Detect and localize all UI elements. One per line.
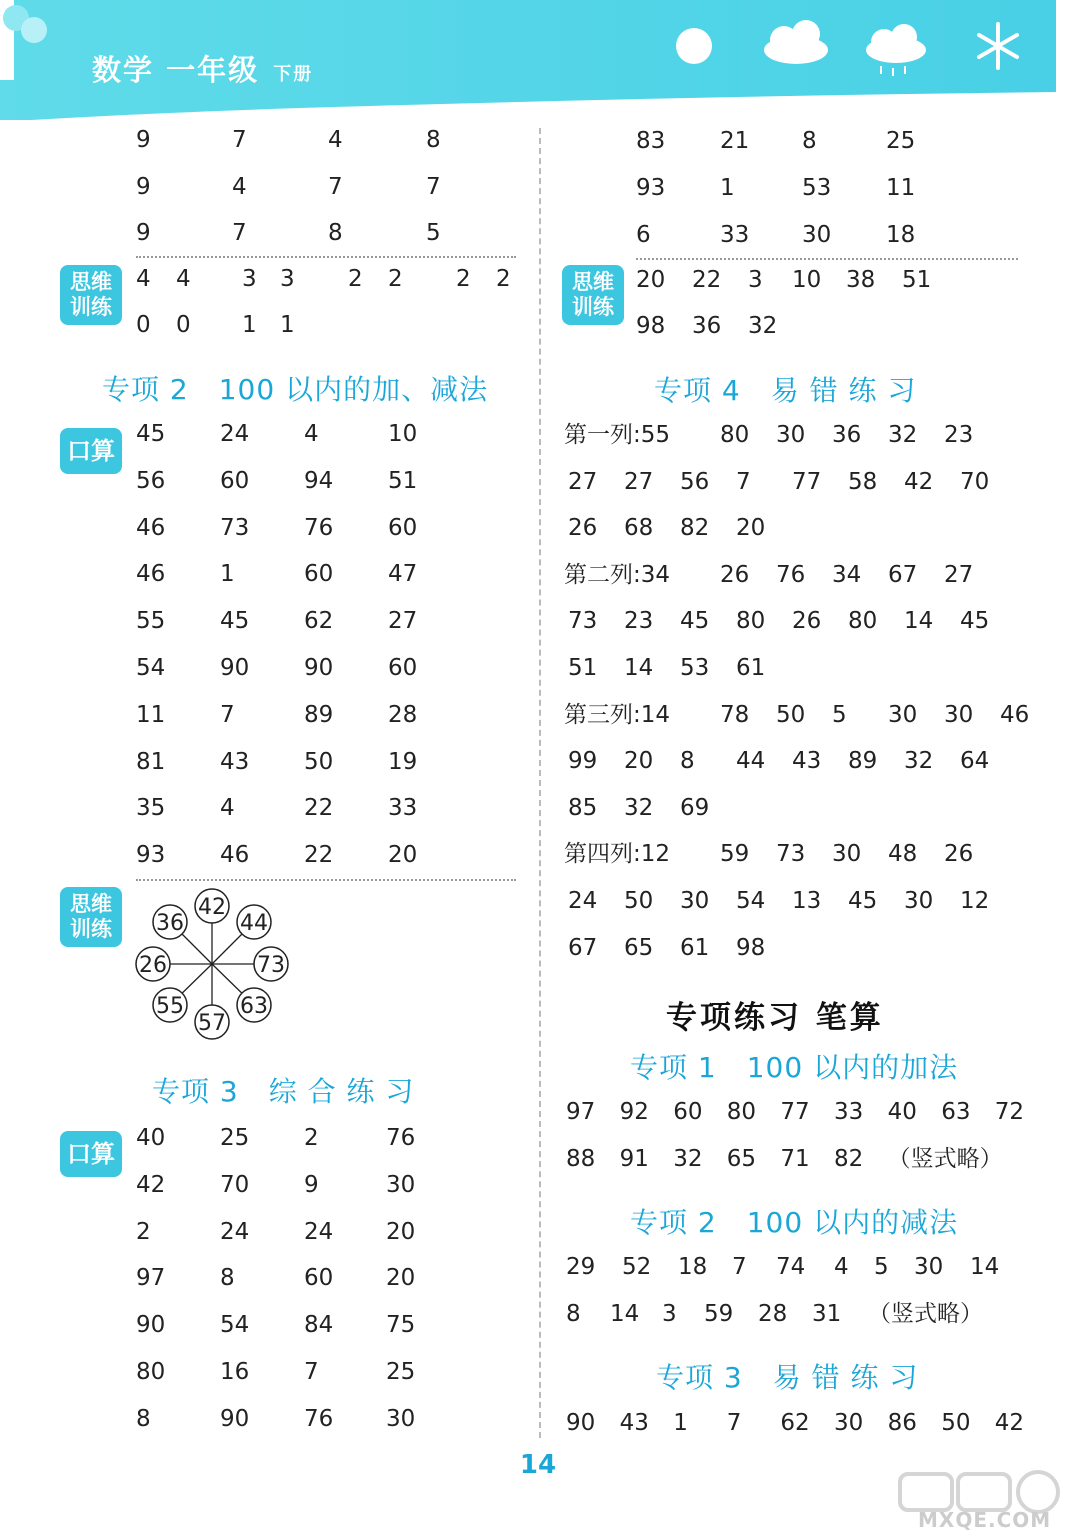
answer-value: 3 [662, 1301, 677, 1327]
answer-value: 73 [220, 514, 250, 541]
answer-value: 76 [776, 561, 806, 588]
answer-value: 51 [388, 467, 418, 494]
answer-value: 23 [624, 608, 654, 635]
answer-value: 81 [136, 748, 166, 775]
column-divider [539, 128, 541, 1438]
number-flower-diagram [130, 884, 310, 1044]
answer-value: 60 [304, 1265, 334, 1292]
answer-value: 1 [220, 561, 235, 588]
answer-value: 14 [610, 1301, 640, 1327]
answer-value: 54 [136, 655, 166, 681]
answer-value: 30 [904, 888, 934, 914]
section-label: 专项 4 [654, 374, 741, 407]
answer-value: 2 [304, 1125, 319, 1151]
answer-value: 6 [636, 222, 651, 248]
kousuan-badge: 口算 [60, 428, 122, 474]
answer-value: 26 [792, 608, 822, 635]
answer-value: 93 [636, 175, 666, 201]
answer-value: 4 [176, 266, 191, 292]
section-name: 综 合 练 习 [268, 1075, 415, 1108]
section-heading-2 [102, 368, 488, 408]
answer-value: 23 [944, 422, 974, 448]
answer-value: 98 [736, 934, 766, 961]
answer-value: 60 [304, 561, 334, 588]
answer-value: 4 [136, 266, 151, 292]
answer-value: 90 [566, 1410, 596, 1436]
answer-value: （竖式略） [868, 1301, 983, 1327]
answer-value: 33 [720, 222, 750, 248]
answer-value: 84 [304, 1312, 334, 1339]
answer-value: 32 [888, 422, 918, 448]
answer-value: 78 [720, 701, 750, 728]
answer-value: 0 [176, 312, 191, 338]
answer-value: 18 [886, 222, 916, 248]
answer-value: 54 [220, 1312, 250, 1339]
answer-value: 27 [388, 608, 418, 635]
answer-value: 8 [680, 748, 695, 775]
answer-value: 第一列:55 [564, 422, 671, 448]
answer-value: 20 [636, 267, 666, 293]
header-title [92, 48, 313, 89]
answer-value: 3 [748, 267, 763, 293]
answer-value: 0 [136, 312, 151, 338]
answer-value: 14 [970, 1254, 1000, 1280]
answer-value: 8 [220, 1265, 235, 1292]
bisuan-heading-2 [630, 1201, 958, 1241]
answer-value: 90 [136, 1312, 166, 1339]
answer-value: 54 [736, 888, 766, 914]
answer-value: 30 [386, 1171, 416, 1198]
answer-value: 16 [220, 1359, 250, 1385]
answer-value: 12 [960, 888, 990, 914]
answer-value: 60 [388, 514, 418, 541]
answer-value: 98 [636, 313, 666, 339]
answer-value: 14 [624, 655, 654, 681]
answer-value: 42 [994, 1410, 1025, 1436]
section-heading-4 [654, 369, 916, 409]
answer-value: 80 [848, 608, 878, 635]
answer-value: 93 [136, 842, 166, 869]
answer-value: 83 [636, 128, 666, 154]
answer-value: 52 [622, 1254, 652, 1280]
answer-value: 73 [776, 841, 806, 868]
answer-value: 7 [304, 1359, 319, 1385]
answer-value: 7 [328, 173, 343, 200]
answer-value: 20 [388, 842, 418, 869]
answer-value: 46 [136, 514, 166, 541]
answer-value: 45 [136, 421, 166, 447]
answer-value: 76 [304, 1405, 334, 1432]
answer-value: 30 [802, 222, 832, 248]
answer-value: 20 [624, 748, 654, 775]
answer-value: 25 [886, 128, 916, 154]
answer-value: 76 [304, 514, 334, 541]
answer-value: 68 [624, 515, 654, 542]
answer-value: 2 [456, 266, 471, 292]
answer-value: 32 [624, 794, 654, 821]
section-name: 100 以内的加法 [746, 1051, 959, 1084]
answer-value: 24 [220, 421, 250, 447]
answer-value: 56 [680, 468, 710, 495]
answer-value: 28 [758, 1301, 788, 1327]
rj-logo [0, 0, 50, 46]
answer-value: 30 [680, 888, 710, 914]
answer-value: 32 [673, 1146, 703, 1172]
answer-value: 9 [136, 127, 151, 153]
answer-value: 33 [388, 795, 418, 822]
answer-value: 26 [568, 515, 598, 542]
answer-value: 46 [1000, 701, 1030, 728]
answer-value: 53 [802, 175, 832, 201]
answer-value: 48 [888, 841, 918, 868]
siwei-badge: 思维训练 [60, 887, 122, 947]
bisuan-heading-1 [630, 1046, 958, 1086]
answer-value: 67 [888, 561, 918, 588]
answer-value: 1 [720, 175, 735, 201]
answer-value: 72 [994, 1099, 1025, 1125]
answer-value: 56 [136, 467, 166, 494]
answer-value: 10 [388, 421, 418, 447]
answer-value: 92 [619, 1099, 649, 1125]
answer-value: 30 [386, 1405, 416, 1432]
answer-value: 51 [902, 267, 932, 293]
answer-value: 30 [776, 422, 806, 448]
answer-value: 75 [386, 1312, 416, 1339]
answer-value: 63 [941, 1099, 971, 1125]
answer-value: 89 [304, 701, 334, 728]
answer-value: 8 [328, 220, 343, 246]
answer-value: 26 [944, 841, 974, 868]
answer-value: 55 [136, 608, 166, 635]
flower-number: 57 [198, 1011, 226, 1036]
answer-value: 67 [568, 934, 598, 961]
answer-value: 20 [386, 1265, 416, 1292]
answer-value: 7 [220, 701, 235, 728]
answer-value: 8 [426, 127, 441, 153]
answer-value: 32 [904, 748, 934, 775]
answer-value: 64 [960, 748, 990, 775]
answer-value: 5 [426, 220, 441, 246]
answer-value: 38 [846, 267, 876, 293]
answer-value: 21 [720, 128, 750, 154]
answer-value: 8 [802, 128, 817, 154]
section-name: 100 以内的加、减法 [218, 373, 489, 406]
answer-value: 13 [792, 888, 822, 914]
section-label: 专项 3 [656, 1361, 743, 1394]
answer-value: 80 [136, 1359, 166, 1385]
answer-value: 46 [136, 561, 166, 588]
answer-value: 7 [726, 1410, 742, 1436]
answer-value: 80 [726, 1099, 757, 1125]
answer-value: 27 [624, 468, 654, 495]
answer-value: 90 [220, 1405, 250, 1432]
answer-value: 2 [136, 1218, 151, 1245]
flower-number: 36 [156, 911, 184, 936]
answer-value: 86 [887, 1410, 917, 1436]
section-label: 专项 2 [102, 373, 189, 406]
answer-value: 45 [848, 888, 878, 914]
answer-value: 80 [736, 608, 766, 635]
answer-value: 30 [888, 701, 918, 728]
answer-value: 4 [304, 421, 319, 447]
answer-value: 11 [886, 175, 916, 201]
answer-value: 46 [220, 842, 250, 869]
section-heading-3 [152, 1070, 414, 1110]
answer-value: 30 [832, 841, 862, 868]
answer-value: 24 [220, 1218, 250, 1245]
answer-value: 36 [832, 422, 862, 448]
answer-value: 61 [736, 655, 766, 681]
answer-value: 22 [304, 795, 334, 822]
answer-value: 1 [242, 312, 257, 338]
answer-value: 7 [426, 173, 441, 200]
answer-value: 36 [692, 313, 722, 339]
answer-value: 43 [220, 748, 250, 775]
answer-value: 71 [780, 1146, 810, 1172]
answer-value: 7 [232, 127, 247, 153]
answer-value: 77 [780, 1099, 810, 1125]
bisuan-title: 专项练习 笔算 [666, 1000, 884, 1036]
answer-value: 3 [280, 266, 295, 292]
answer-value: 94 [304, 467, 334, 494]
siwei-badge: 思维训练 [60, 265, 122, 325]
answer-value: 44 [736, 748, 766, 775]
answer-value: 4 [220, 795, 235, 822]
answer-value: 2 [348, 266, 363, 292]
answer-value: 18 [678, 1254, 708, 1280]
answer-value: 58 [848, 468, 878, 495]
answer-value: 20 [736, 515, 766, 542]
answer-value: 59 [704, 1301, 734, 1327]
answer-value: 9 [304, 1171, 319, 1198]
answer-value: 50 [624, 888, 654, 914]
answer-value: 47 [388, 561, 418, 588]
flower-number: 63 [240, 994, 268, 1019]
answer-value: 77 [792, 468, 822, 495]
answer-value: 29 [566, 1254, 596, 1280]
kousuan-badge: 口算 [60, 1131, 122, 1177]
answer-value: 90 [304, 655, 334, 681]
answer-value: 9 [136, 220, 151, 246]
answer-value: 76 [386, 1125, 416, 1151]
answer-value: 61 [680, 934, 710, 961]
answer-value: 11 [136, 701, 166, 728]
answer-value: 2 [496, 266, 511, 292]
answer-value: 26 [720, 561, 750, 588]
answer-value: 第三列:14 [564, 701, 671, 728]
answer-value: 9 [136, 173, 151, 200]
answer-value: 7 [732, 1254, 747, 1280]
answer-value: 65 [726, 1146, 757, 1172]
dotted-separator [136, 879, 516, 881]
answer-value: 42 [136, 1171, 166, 1198]
answer-value: 85 [568, 794, 598, 821]
page-header [0, 0, 1056, 120]
answer-value: 50 [776, 701, 806, 728]
page-number: 14 [519, 1450, 557, 1480]
answer-value: 65 [624, 934, 654, 961]
answer-value: 2 [388, 266, 403, 292]
answer-value: 8 [566, 1301, 581, 1327]
flower-number: 44 [240, 911, 268, 936]
answer-value: 50 [304, 748, 334, 775]
answer-value: 3 [242, 266, 257, 292]
sun-icon [676, 28, 712, 64]
answer-value: 4 [328, 127, 343, 153]
answer-value: 45 [960, 608, 990, 635]
section-name: 100 以内的减法 [746, 1206, 959, 1239]
answer-value: 69 [680, 794, 710, 821]
answer-value: 60 [388, 655, 418, 681]
answer-value: 30 [834, 1410, 864, 1436]
section-name: 易 错 练 习 [770, 374, 917, 407]
answer-value: 19 [388, 748, 418, 775]
answer-value: 30 [914, 1254, 944, 1280]
answer-value: 91 [619, 1146, 649, 1172]
answer-value: 4 [232, 173, 247, 200]
answer-value: 25 [386, 1359, 416, 1385]
answer-value: 42 [904, 468, 934, 495]
answer-value: 90 [220, 655, 250, 681]
answer-value: 70 [960, 468, 990, 495]
answer-value: 88 [566, 1146, 596, 1172]
flower-number: 26 [139, 953, 167, 978]
answer-value: 59 [720, 841, 750, 868]
section-label: 专项 2 [630, 1206, 717, 1239]
answer-value: 第四列:12 [564, 841, 671, 868]
answer-value: 7 [232, 220, 247, 246]
answer-value: 5 [832, 701, 847, 728]
answer-value: 5 [874, 1254, 889, 1280]
answer-value: 73 [568, 608, 598, 635]
siwei-badge: 思维训练 [562, 265, 624, 325]
answer-value: 80 [720, 422, 750, 448]
flower-number: 73 [257, 953, 285, 978]
answer-value: 53 [680, 655, 710, 681]
answer-value: 97 [566, 1099, 596, 1125]
answer-value: 24 [304, 1218, 334, 1245]
dotted-separator [636, 258, 1018, 260]
flower-number: 55 [156, 994, 184, 1019]
answer-value: 60 [673, 1099, 703, 1125]
section-label: 专项 3 [152, 1075, 239, 1108]
section-name: 易 错 练 习 [772, 1361, 919, 1394]
flower-number: 42 [198, 895, 226, 920]
answer-value: 8 [136, 1405, 151, 1432]
answer-value: 4 [834, 1254, 849, 1280]
answer-value: 62 [780, 1410, 810, 1436]
answer-value: （竖式略） [887, 1146, 1003, 1172]
answer-value: 22 [692, 267, 722, 293]
answer-value: 74 [776, 1254, 806, 1280]
answer-value: 27 [944, 561, 974, 588]
answer-value: 24 [568, 888, 598, 914]
answer-value: 34 [832, 561, 862, 588]
answer-value: 20 [386, 1218, 416, 1245]
answer-value: 1 [673, 1410, 688, 1436]
answer-value: 1 [280, 312, 295, 338]
answer-value: 22 [304, 842, 334, 869]
answer-value: 10 [792, 267, 822, 293]
answer-value: 40 [136, 1125, 166, 1151]
answer-value: 31 [812, 1301, 842, 1327]
answer-value: 35 [136, 795, 166, 822]
answer-value: 第二列:34 [564, 561, 671, 588]
answer-value: 50 [941, 1410, 971, 1436]
answer-value: 28 [388, 701, 418, 728]
section-label: 专项 1 [630, 1051, 717, 1084]
answer-value: 43 [619, 1410, 649, 1436]
answer-value: 32 [748, 313, 778, 339]
answer-value: 27 [568, 468, 598, 495]
answer-value: 62 [304, 608, 334, 635]
answer-value: 82 [680, 515, 710, 542]
book-subtitle: 下册 [273, 64, 314, 85]
answer-value: 25 [220, 1125, 250, 1151]
answer-value: 45 [220, 608, 250, 635]
answer-value: 43 [792, 748, 822, 775]
answer-value: 60 [220, 467, 250, 494]
answer-value: 99 [568, 748, 598, 775]
answer-value: 45 [680, 608, 710, 635]
answer-value: 30 [944, 701, 974, 728]
bisuan-heading-3 [656, 1356, 918, 1396]
answer-value: 82 [834, 1146, 864, 1172]
answer-value: 70 [220, 1171, 250, 1198]
watermark-text: MXQE.COM [918, 1508, 1052, 1532]
answer-value: 7 [736, 468, 751, 495]
answer-value: 14 [904, 608, 934, 635]
answer-value: 97 [136, 1265, 166, 1292]
answer-value: 89 [848, 748, 878, 775]
book-title: 数学 一年级 [92, 53, 260, 87]
answer-value: 33 [834, 1099, 864, 1125]
answer-value: 40 [887, 1099, 917, 1125]
answer-value: 51 [568, 655, 598, 681]
dotted-separator [136, 256, 516, 258]
